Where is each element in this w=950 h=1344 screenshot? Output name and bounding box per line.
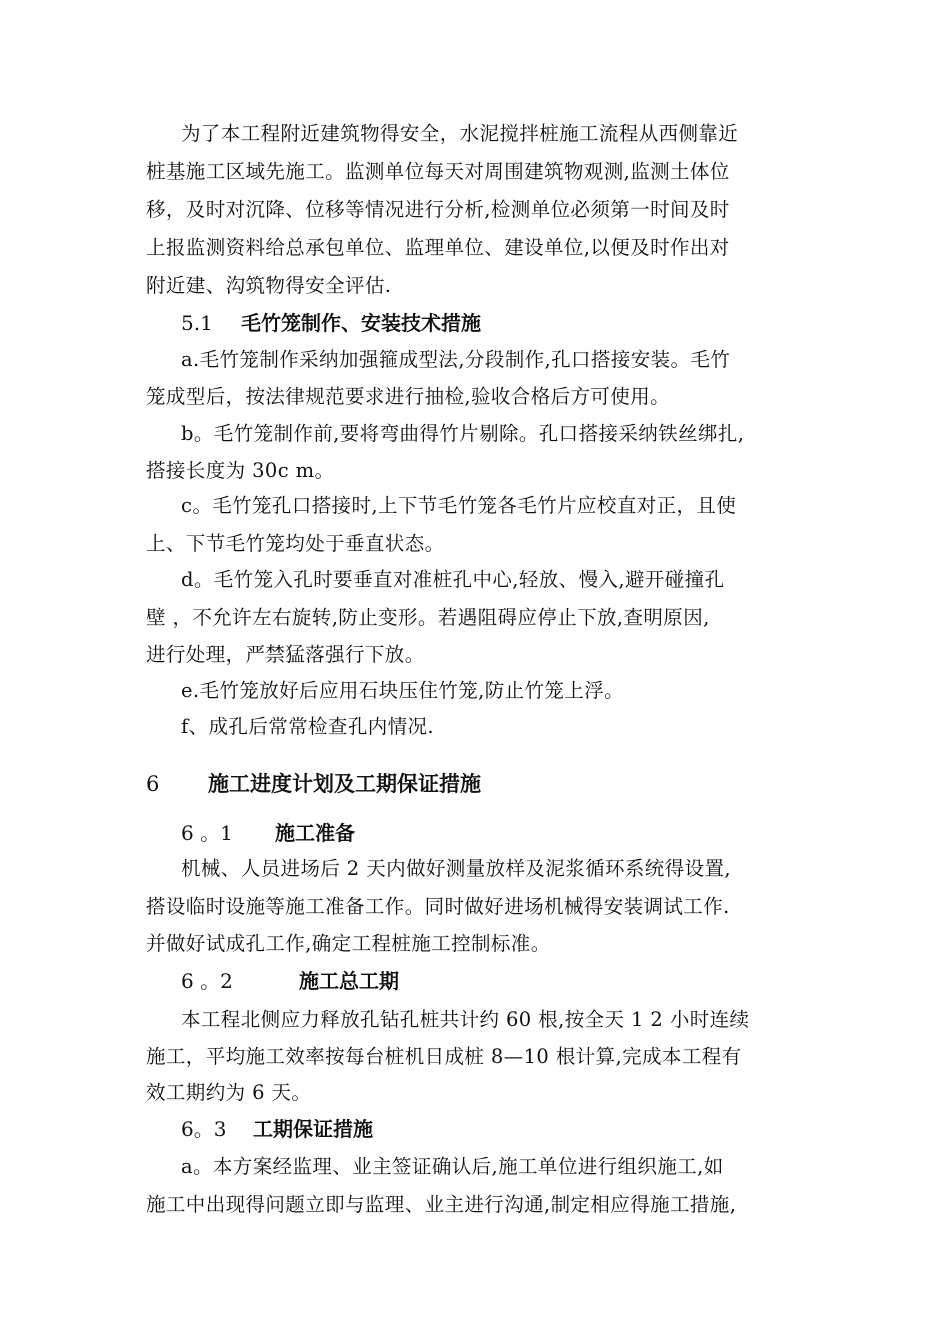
s62-line-3: 效工期约为 6 天。	[146, 1081, 312, 1104]
s51-line-9: 进行处理，严禁猛落强行下放。	[146, 643, 425, 666]
chapter-number: 6	[146, 772, 160, 796]
s62-line-2: 施工，平均施工效率按每台桩机日成桩 8—10 根计算,完成本工程有	[146, 1045, 742, 1068]
s51-line-2: 笼成型后，按法律规范要求进行抽检,验收合格后方可使用。	[146, 385, 670, 408]
intro-line-5: 附近建、沟筑物得安全评估.	[146, 274, 392, 297]
section-6-2-heading	[181, 969, 399, 993]
s61-line-2: 搭设临时设施等施工准备工作。同时做好进场机械得安装调试工作.	[146, 895, 730, 918]
section-number: 6。3	[181, 1117, 227, 1141]
s51-line-1: a.毛竹笼制作采纳加强箍成型法,分段制作,孔口搭接安装。毛竹	[181, 348, 731, 371]
s51-line-4: 搭接长度为 30c m。	[146, 459, 335, 482]
s62-line-1: 本工程北侧应力释放孔钻孔桩共计约 60 根,按全天 1 2 小时连续	[181, 1008, 750, 1031]
section-title: 施工准备	[275, 821, 355, 845]
section-title: 毛竹笼制作、安装技术措施	[241, 311, 481, 335]
s51-line-10: e.毛竹笼放好后应用石块压住竹笼,防止竹笼上浮。	[181, 679, 625, 702]
s51-line-6: 上、下节毛竹笼均处于垂直状态。	[146, 532, 445, 555]
section-title: 工期保证措施	[253, 1117, 373, 1141]
s51-line-8: 壁 ，不允许左右旋转,防止变形。若遇阻碍应停止下放,查明原因,	[146, 606, 710, 629]
section-number: 6 。2	[181, 969, 233, 993]
section-6-3-heading	[181, 1117, 373, 1141]
intro-line-2: 桩基施工区域先施工。监测单位每天对周围建筑物观测,监测土体位	[146, 160, 730, 183]
section-title: 施工总工期	[299, 969, 399, 993]
s61-line-3: 并做好试成孔工作,确定工程桩施工控制标准。	[146, 932, 551, 955]
s51-line-7: d。毛竹笼入孔时要垂直对准桩孔中心,轻放、慢入,避开碰撞孔	[181, 568, 725, 591]
s63-line-1: a。本方案经监理、业主签证确认后,施工单位进行组织施工,如	[181, 1155, 724, 1178]
chapter-title: 施工进度计划及工期保证措施	[208, 771, 481, 796]
section-5-1-heading	[181, 311, 481, 335]
s61-line-1: 机械、人员进场后 2 天内做好测量放样及泥浆循环系统得设置,	[181, 857, 732, 880]
intro-line-1: 为了本工程附近建筑物得安全，水泥搅拌桩施工流程从西侧靠近	[181, 122, 739, 145]
intro-line-4: 上报监测资料给总承包单位、监理单位、建设单位,以便及时作出对	[146, 236, 730, 259]
s63-line-2: 施工中出现得问题立即与监理、业主进行沟通,制定相应得施工措施,	[146, 1193, 737, 1216]
intro-line-3: 移，及时对沉降、位移等情况进行分析,检测单位必须第一时间及时	[146, 198, 730, 221]
section-6-1-heading	[181, 821, 355, 845]
chapter-6-heading	[146, 771, 481, 797]
s51-line-11: f、成孔后常常检查孔内情况.	[181, 715, 435, 738]
section-number: 6 。1	[181, 821, 233, 845]
s51-line-3: b。毛竹笼制作前,要将弯曲得竹片剔除。孔口搭接采纳铁丝绑扎,	[181, 422, 745, 445]
s51-line-5: c。毛竹笼孔口搭接时,上下节毛竹笼各毛竹片应校直对正，且使	[181, 494, 737, 517]
section-number: 5.1	[181, 311, 213, 335]
